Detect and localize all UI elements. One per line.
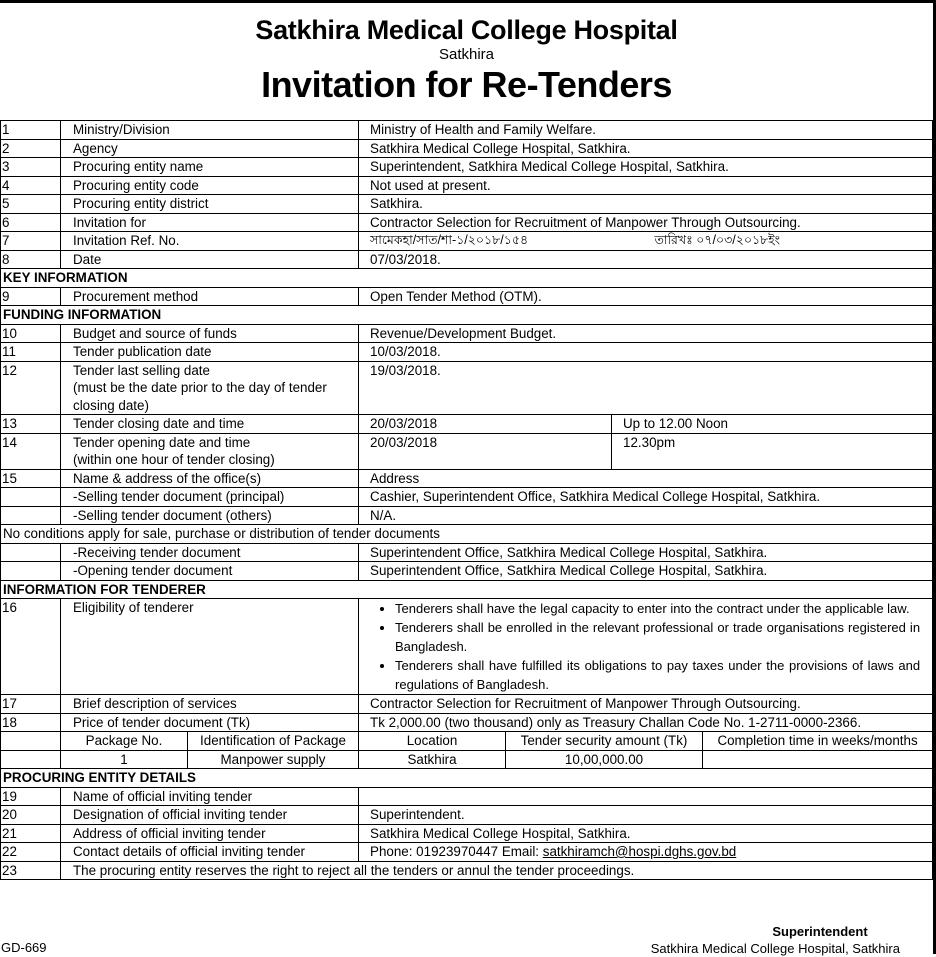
hospital-name: Satkhira Medical College Hospital bbox=[255, 15, 678, 45]
table-row bbox=[1, 139, 933, 158]
row-value: 10/03/2018. bbox=[359, 343, 933, 362]
section-title: FUNDING INFORMATION bbox=[1, 306, 933, 325]
row-label: Name of official inviting tender bbox=[61, 787, 359, 806]
row-number bbox=[1, 506, 61, 525]
section-header bbox=[1, 769, 933, 788]
table-row bbox=[1, 488, 933, 507]
row-label: -Selling tender document (others) bbox=[61, 506, 359, 525]
table-row bbox=[1, 324, 933, 343]
table-row bbox=[1, 433, 933, 469]
row-value bbox=[359, 787, 933, 806]
label-line: Tender last selling date bbox=[73, 362, 210, 378]
row-number: 14 bbox=[1, 433, 61, 469]
row-value: Tk 2,000.00 (two thousand) only as Treasury Challan Code No. 1-2711-0000-2366. bbox=[359, 713, 933, 732]
email-link[interactable]: satkhiramch@hospi.dghs.gov.bd bbox=[542, 844, 737, 859]
closing-time: Up to 12.00 Noon bbox=[612, 415, 933, 434]
row-label: Address of official inviting tender bbox=[61, 824, 359, 843]
ref-date: তারিখঃ ০৭/০৩/২০১৮ইং bbox=[654, 233, 781, 247]
package-number: 1 bbox=[61, 750, 188, 769]
row-value: 19/03/2018. bbox=[359, 361, 933, 415]
row-value: Superintendent Office, Satkhira Medical College Hospital, Satkhira. bbox=[359, 543, 933, 562]
notice-heading: Invitation for Re-Tenders bbox=[261, 64, 672, 105]
tender-info-table bbox=[0, 120, 933, 880]
row-number: 8 bbox=[1, 250, 61, 269]
row-label: Contact details of official inviting tender bbox=[61, 843, 359, 862]
note-row bbox=[1, 525, 933, 544]
row-value: The procuring entity reserves the right to reject all the tenders or annul the tender proceedings. bbox=[61, 861, 933, 880]
row-number: 9 bbox=[1, 287, 61, 306]
section-title: PROCURING ENTITY DETAILS bbox=[1, 769, 933, 788]
table-row bbox=[1, 287, 933, 306]
row-value: Satkhira. bbox=[359, 195, 933, 214]
city-name: Satkhira bbox=[438, 46, 495, 63]
eligibility-list bbox=[361, 599, 920, 694]
table-row bbox=[1, 562, 933, 581]
row-number bbox=[1, 543, 61, 562]
table-row bbox=[1, 543, 933, 562]
section-header bbox=[1, 580, 933, 599]
row-number: 22 bbox=[1, 843, 61, 862]
row-number bbox=[1, 488, 61, 507]
table-row bbox=[1, 121, 933, 140]
section-header bbox=[1, 269, 933, 288]
row-value: Not used at present. bbox=[359, 176, 933, 195]
column-header: Package No. bbox=[61, 732, 188, 751]
table-row bbox=[1, 787, 933, 806]
table-row bbox=[1, 861, 933, 880]
table-row bbox=[1, 806, 933, 825]
row-label: -Receiving tender document bbox=[61, 543, 359, 562]
blank-cell bbox=[1, 750, 61, 769]
row-value: Address bbox=[359, 469, 933, 488]
row-label: Ministry/Division bbox=[61, 121, 359, 140]
table-row bbox=[1, 415, 933, 434]
row-label: Eligibility of tenderer bbox=[61, 599, 359, 695]
package-identification: Manpower supply bbox=[188, 750, 359, 769]
row-number: 16 bbox=[1, 599, 61, 695]
section-title: KEY INFORMATION bbox=[1, 269, 933, 288]
row-number: 7 bbox=[1, 232, 61, 251]
row-label: Designation of official inviting tender bbox=[61, 806, 359, 825]
table-row bbox=[1, 843, 933, 862]
list-item: • Tenderers shall have the legal capacity to enter into the contract under the applicable law. bbox=[395, 599, 920, 618]
row-label: Date bbox=[61, 250, 359, 269]
row-value bbox=[359, 232, 933, 251]
section-title: INFORMATION FOR TENDERER bbox=[1, 580, 933, 599]
row-value: Satkhira Medical College Hospital, Satkhira. bbox=[359, 139, 933, 158]
row-label: Procuring entity code bbox=[61, 176, 359, 195]
section-header bbox=[1, 306, 933, 325]
row-number: 1 bbox=[1, 121, 61, 140]
table-row bbox=[1, 158, 933, 177]
eligibility-list-cell bbox=[359, 599, 933, 695]
table-row bbox=[1, 213, 933, 232]
contact-details bbox=[359, 843, 933, 862]
row-number: 17 bbox=[1, 695, 61, 714]
row-value: Satkhira Medical College Hospital, Satkhira. bbox=[359, 824, 933, 843]
row-number bbox=[1, 562, 61, 581]
row-label: Brief description of services bbox=[61, 695, 359, 714]
closing-date: 20/03/2018 bbox=[359, 415, 612, 434]
invitation-ref bbox=[370, 232, 930, 250]
phone-text: Phone: 01923970447 Email: bbox=[370, 844, 543, 859]
table-row bbox=[1, 176, 933, 195]
row-label: Tender publication date bbox=[61, 343, 359, 362]
signatory-org: Satkhira Medical College Hospital, Satkhira bbox=[650, 941, 900, 956]
row-number: 23 bbox=[1, 861, 61, 880]
row-number: 21 bbox=[1, 824, 61, 843]
row-number: 11 bbox=[1, 343, 61, 362]
signature-block bbox=[600, 923, 900, 957]
row-number: 12 bbox=[1, 361, 61, 415]
table-row bbox=[1, 343, 933, 362]
table-row bbox=[1, 695, 933, 714]
column-header: Tender security amount (Tk) bbox=[506, 732, 703, 751]
document-code: GD-669 bbox=[1, 940, 47, 955]
row-value: Superintendent. bbox=[359, 806, 933, 825]
row-label: Procuring entity name bbox=[61, 158, 359, 177]
label-line: (within one hour of tender closing) bbox=[73, 452, 275, 467]
row-label bbox=[61, 361, 359, 415]
row-label: -Opening tender document bbox=[61, 562, 359, 581]
row-label: Invitation Ref. No. bbox=[61, 232, 359, 251]
package-header-row bbox=[1, 732, 933, 751]
row-number: 6 bbox=[1, 213, 61, 232]
row-label: Procuring entity district bbox=[61, 195, 359, 214]
notice-header bbox=[0, 14, 933, 106]
row-value: Revenue/Development Budget. bbox=[359, 324, 933, 343]
table-row bbox=[1, 361, 933, 415]
blank-cell bbox=[1, 732, 61, 751]
table-row bbox=[1, 250, 933, 269]
table-row bbox=[1, 824, 933, 843]
row-value: 07/03/2018. bbox=[359, 250, 933, 269]
row-number: 18 bbox=[1, 713, 61, 732]
row-number: 3 bbox=[1, 158, 61, 177]
list-item: • Tenderers shall be enrolled in the relevant professional or trade organisations registered in Bangladesh. bbox=[395, 618, 920, 656]
row-label bbox=[61, 433, 359, 469]
row-label: Budget and source of funds bbox=[61, 324, 359, 343]
column-header: Identification of Package bbox=[188, 732, 359, 751]
label-line: closing date) bbox=[73, 397, 149, 413]
completion-time bbox=[703, 750, 933, 769]
signatory-title: Superintendent bbox=[772, 924, 868, 939]
row-value: Contractor Selection for Recruitment of Manpower Through Outsourcing. bbox=[359, 695, 933, 714]
column-header: Completion time in weeks/months bbox=[703, 732, 933, 751]
row-number: 15 bbox=[1, 469, 61, 488]
row-label: Name & address of the office(s) bbox=[61, 469, 359, 488]
table-row bbox=[1, 506, 933, 525]
row-value: Contractor Selection for Recruitment of Manpower Through Outsourcing. bbox=[359, 213, 933, 232]
table-row bbox=[1, 469, 933, 488]
row-number: 13 bbox=[1, 415, 61, 434]
row-number: 20 bbox=[1, 806, 61, 825]
table-row bbox=[1, 599, 933, 695]
column-header: Location bbox=[359, 732, 506, 751]
package-row bbox=[1, 750, 933, 769]
row-value: N/A. bbox=[359, 506, 933, 525]
opening-time: 12.30pm bbox=[612, 433, 933, 469]
row-label: Invitation for bbox=[61, 213, 359, 232]
row-value: Ministry of Health and Family Welfare. bbox=[359, 121, 933, 140]
label-line: Tender opening date and time bbox=[73, 434, 251, 450]
row-number: 10 bbox=[1, 324, 61, 343]
row-label: Tender closing date and time bbox=[61, 415, 359, 434]
table-row bbox=[1, 232, 933, 251]
table-row bbox=[1, 195, 933, 214]
row-label: Agency bbox=[61, 139, 359, 158]
package-location: Satkhira bbox=[359, 750, 506, 769]
label-line: (must be the date prior to the day of tender bbox=[73, 380, 327, 395]
list-item: • Tenderers shall have fulfilled its obligations to pay taxes under the provisions of laws and regulations of Bangladesh. bbox=[395, 656, 920, 694]
row-number: 4 bbox=[1, 176, 61, 195]
row-value: Superintendent, Satkhira Medical College Hospital, Satkhira. bbox=[359, 158, 933, 177]
conditions-note: No conditions apply for sale, purchase or distribution of tender documents bbox=[1, 525, 933, 544]
row-value: Superintendent Office, Satkhira Medical College Hospital, Satkhira. bbox=[359, 562, 933, 581]
opening-date: 20/03/2018 bbox=[359, 433, 612, 469]
row-value: Open Tender Method (OTM). bbox=[359, 287, 933, 306]
row-label: Price of tender document (Tk) bbox=[61, 713, 359, 732]
row-number: 19 bbox=[1, 787, 61, 806]
table-row bbox=[1, 713, 933, 732]
tender-security-amount: 10,00,000.00 bbox=[506, 750, 703, 769]
ref-number: সামেকহা/সাত/শা-১/২০১৮/১৫৪ bbox=[370, 233, 529, 247]
row-value: Cashier, Superintendent Office, Satkhira Medical College Hospital, Satkhira. bbox=[359, 488, 933, 507]
row-label: Procurement method bbox=[61, 287, 359, 306]
row-number: 2 bbox=[1, 139, 61, 158]
row-number: 5 bbox=[1, 195, 61, 214]
row-label: -Selling tender document (principal) bbox=[61, 488, 359, 507]
